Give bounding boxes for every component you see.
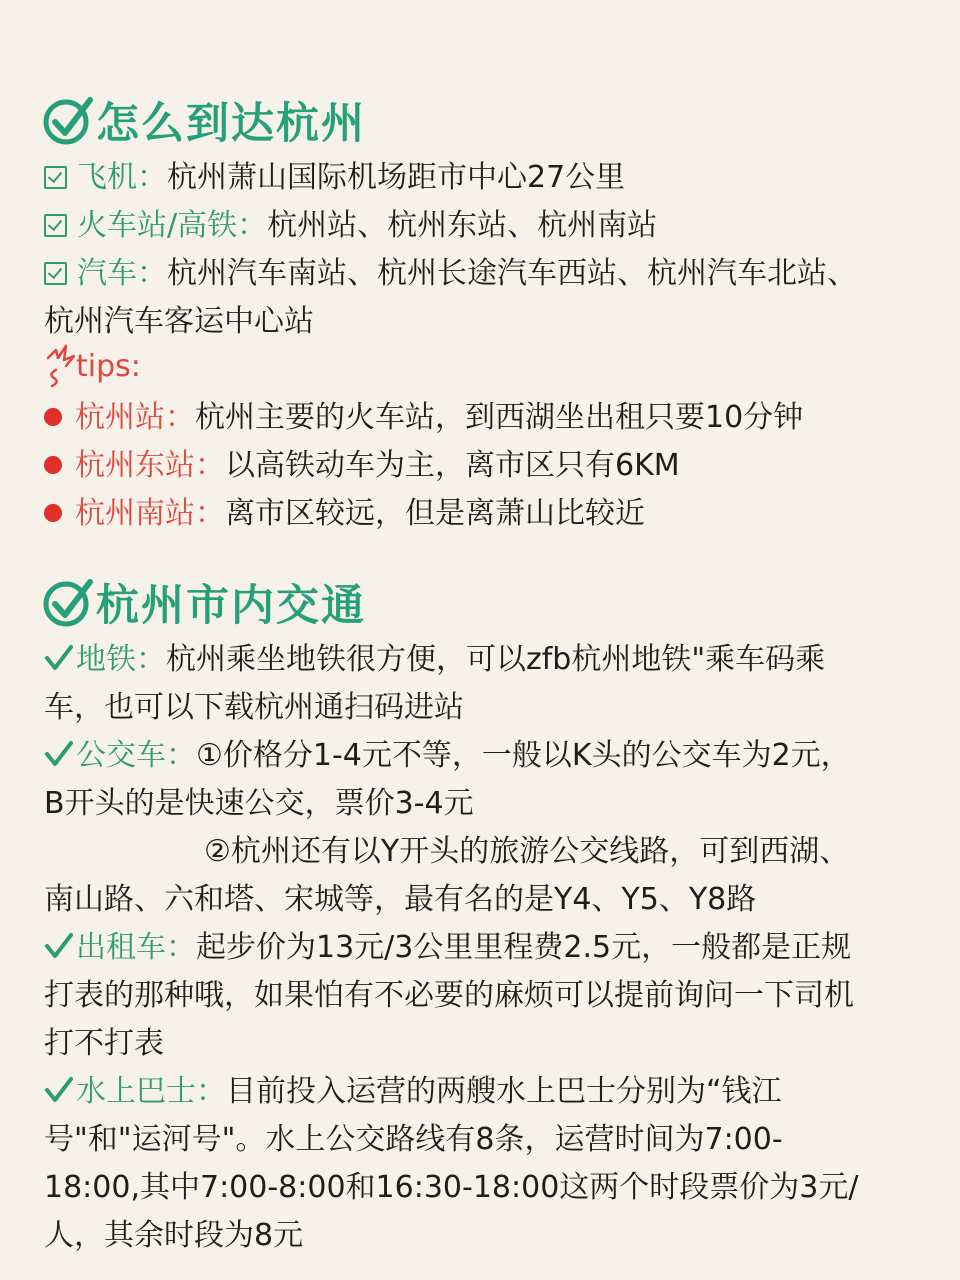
list-item-bus-tour-cont xyxy=(44,880,936,920)
check-icon xyxy=(44,739,74,769)
check-icon xyxy=(44,643,74,673)
list-item-taxi-cont2 xyxy=(44,1024,936,1064)
section-heading-arrive xyxy=(42,90,366,150)
list-item-bus xyxy=(44,736,936,776)
section-heading-transport xyxy=(42,572,366,632)
item-label: 飞机： xyxy=(77,160,167,195)
item-text: 车，也可以下载杭州通扫码进站 xyxy=(44,690,464,725)
checkbox-icon xyxy=(44,166,67,189)
item-text: 目前投入运营的两艘水上巴士分别为“钱江 xyxy=(226,1074,782,1109)
item-text: 杭州站、杭州东站、杭州南站 xyxy=(267,208,658,243)
item-label: 火车站/高铁： xyxy=(77,208,268,243)
item-label: 地铁： xyxy=(76,642,166,677)
checkbox-icon xyxy=(44,214,67,237)
item-label: 出租车： xyxy=(76,930,196,965)
list-item-taxi-cont xyxy=(44,976,936,1016)
tip-label: 杭州东站： xyxy=(75,448,225,483)
item-label: 汽车： xyxy=(77,256,167,291)
bullet-dot-icon xyxy=(44,504,62,522)
list-item-waterbus-cont3 xyxy=(44,1216,936,1256)
tip-label: 杭州南站： xyxy=(75,496,225,531)
tip-item-south-station xyxy=(44,494,936,534)
item-text: 杭州萧山国际机场距市中心27公里 xyxy=(167,160,626,195)
list-item-plane xyxy=(44,158,936,198)
item-text: 南山路、六和塔、宋城等，最有名的是Y4、Y5、Y8路 xyxy=(44,882,757,917)
circle-check-icon xyxy=(42,94,94,146)
list-item-metro xyxy=(44,640,936,680)
tip-label: 杭州站： xyxy=(75,400,195,435)
bullet-dot-icon xyxy=(44,408,62,426)
list-item-coach-cont xyxy=(44,302,936,342)
tip-item-east-station xyxy=(44,446,936,486)
section-title: 杭州市内交通 xyxy=(96,580,366,631)
list-item-metro-cont xyxy=(44,688,936,728)
list-item-coach xyxy=(44,254,936,294)
item-text: 号"和"运河号"。水上公交路线有8条，运营时间为7:00- xyxy=(44,1122,783,1157)
list-item-taxi xyxy=(44,928,936,968)
spark-icon xyxy=(44,344,80,388)
tips-header xyxy=(44,342,141,390)
circle-check-icon xyxy=(42,576,94,628)
tips-label: tips: xyxy=(76,348,141,384)
item-text: 杭州汽车客运中心站 xyxy=(44,304,314,339)
list-item-bus-tour xyxy=(204,832,936,872)
check-icon xyxy=(44,1075,74,1105)
tip-text: 杭州主要的火车站，到西湖坐出租只要10分钟 xyxy=(195,400,804,435)
item-text: 人，其余时段为8元 xyxy=(44,1218,304,1253)
tip-text: 以高铁动车为主，离市区只有6KM xyxy=(225,448,680,483)
checkbox-icon xyxy=(44,262,67,285)
item-label: 水上巴士： xyxy=(76,1074,226,1109)
list-item-waterbus-cont2 xyxy=(44,1168,936,1208)
list-item-train xyxy=(44,206,936,246)
tip-text: 离市区较远，但是离萧山比较近 xyxy=(225,496,645,531)
item-text: 杭州汽车南站、杭州长途汽车西站、杭州汽车北站、 xyxy=(167,256,857,291)
item-text: 打表的那种哦，如果怕有不必要的麻烦可以提前询问一下司机 xyxy=(44,978,854,1013)
section-title: 怎么到达杭州 xyxy=(96,98,366,149)
item-text: 打不打表 xyxy=(44,1026,164,1061)
item-text: ①价格分1-4元不等，一般以K头的公交车为2元， xyxy=(196,738,851,773)
item-text: 杭州乘坐地铁很方便，可以zfb杭州地铁"乘车码乘 xyxy=(166,642,826,677)
item-label: 公交车： xyxy=(76,738,196,773)
check-icon xyxy=(44,931,74,961)
list-item-waterbus-cont xyxy=(44,1120,936,1160)
list-item-bus-cont xyxy=(44,784,936,824)
list-item-waterbus xyxy=(44,1072,936,1112)
tip-item-hangzhou-station xyxy=(44,398,936,438)
item-text: ②杭州还有以Y开头的旅游公交线路，可到西湖、 xyxy=(204,834,850,869)
item-text: 18:00,其中7:00-8:00和16:30-18:00这两个时段票价为3元/ xyxy=(44,1170,859,1205)
item-text: 起步价为13元/3公里里程费2.5元，一般都是正规 xyxy=(196,930,852,965)
item-text: B开头的是快速公交，票价3-4元 xyxy=(44,786,474,821)
bullet-dot-icon xyxy=(44,456,62,474)
